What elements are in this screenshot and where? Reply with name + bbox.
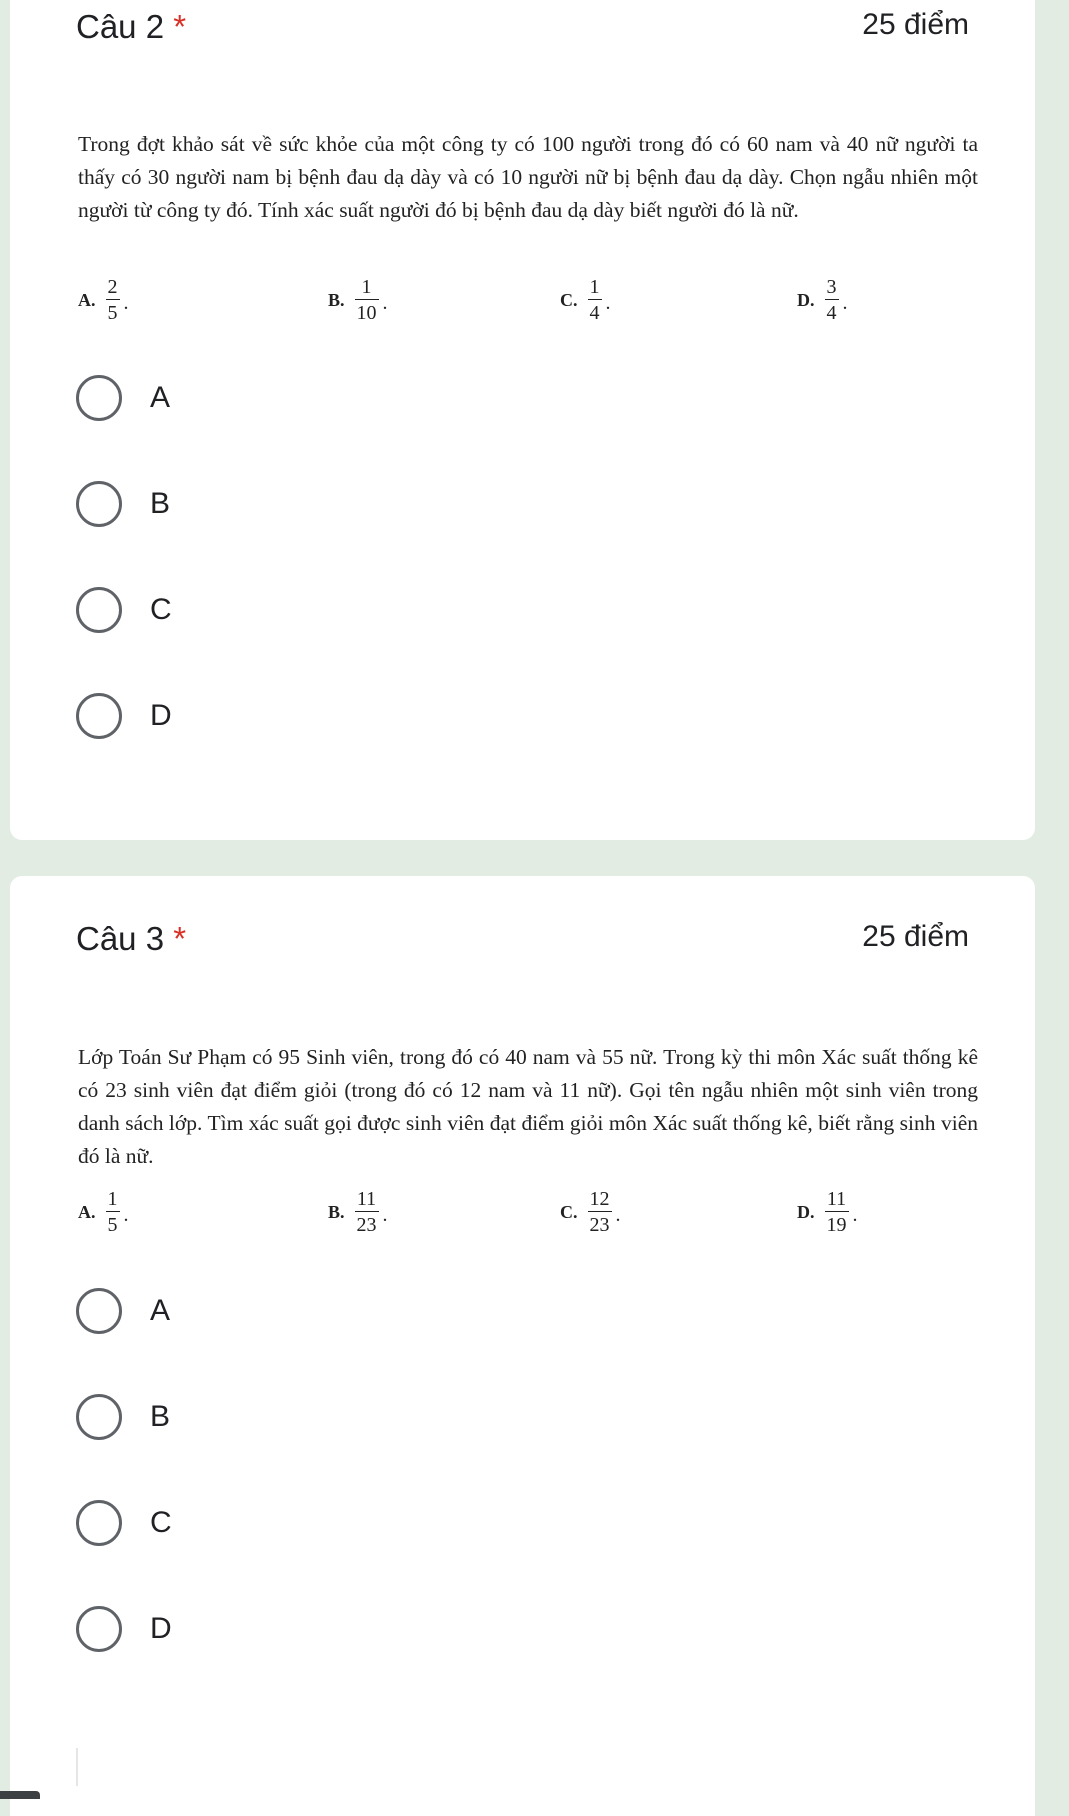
option-label: C xyxy=(150,1506,172,1539)
fraction: $\frac{1}{10}$ xyxy=(356,275,377,324)
fraction: $\frac{3}{4}$ xyxy=(826,275,837,324)
fraction: $\frac{2}{5}$ xyxy=(107,275,118,324)
radio-button[interactable] xyxy=(76,1606,122,1652)
option-label: C xyxy=(150,593,172,626)
fraction: $\frac{1}{5}$ xyxy=(107,1187,118,1236)
answer-choice-d: D. $\frac{11}{19}$ . xyxy=(797,1187,858,1236)
radio-option-c[interactable] xyxy=(76,582,172,638)
fraction: $\frac{12}{23}$ xyxy=(589,1187,610,1236)
option-label: A xyxy=(150,381,171,414)
question-header xyxy=(76,920,969,960)
option-label: B xyxy=(150,1400,171,1433)
radio-option-c[interactable] xyxy=(76,1495,172,1551)
option-label: A xyxy=(150,1294,171,1327)
question-points: 25 điểm xyxy=(862,920,969,953)
bottom-toolbar-edge xyxy=(0,1791,40,1799)
divider xyxy=(76,1748,78,1786)
radio-option-d[interactable] xyxy=(76,688,172,744)
question-card-3 xyxy=(10,876,1035,1816)
answer-choice-a: A. $\frac{1}{5}$ . xyxy=(78,1187,129,1236)
radio-button[interactable] xyxy=(76,693,122,739)
answer-choice-d: D. $\frac{3}{4}$ . xyxy=(797,275,848,324)
radio-option-a[interactable] xyxy=(76,1283,170,1339)
fraction: $\frac{1}{4}$ xyxy=(589,275,600,324)
question-title: Câu 2 * xyxy=(76,8,187,45)
answer-choice-c: C. $\frac{12}{23}$ . xyxy=(560,1187,621,1236)
question-title: Câu 3 * xyxy=(76,920,187,957)
required-asterisk: * xyxy=(173,920,187,957)
radio-button[interactable] xyxy=(76,587,122,633)
option-label: D xyxy=(150,699,172,732)
radio-button[interactable] xyxy=(76,1394,122,1440)
radio-button[interactable] xyxy=(76,375,122,421)
answer-choice-b: B. $\frac{1}{10}$ . xyxy=(328,275,388,324)
option-label: D xyxy=(150,1612,172,1645)
radio-button[interactable] xyxy=(76,1288,122,1334)
required-asterisk: * xyxy=(173,8,187,45)
radio-button[interactable] xyxy=(76,481,122,527)
answer-choice-c: C. $\frac{1}{4}$ . xyxy=(560,275,611,324)
question-points: 25 điểm xyxy=(862,8,969,41)
radio-option-b[interactable] xyxy=(76,476,170,532)
radio-option-d[interactable] xyxy=(76,1601,172,1657)
radio-option-b[interactable] xyxy=(76,1389,170,1445)
radio-option-a[interactable] xyxy=(76,370,170,426)
problem-text: Trong đợt khảo sát về sức khỏe của một công ty có 100 người trong đó có 60 nam và 40 nữ người ta thấy có 30 người nam bị bệnh đau dạ dày và có 10 người nữ bị bệnh đau dạ dày. Chọn ngẫu nhiên một người từ công ty đó. Tính xác suất người đó bị bệnh đau dạ dày biết người đó là nữ. xyxy=(78,132,978,222)
option-label: B xyxy=(150,487,171,520)
question-card-2 xyxy=(10,0,1035,840)
answer-choice-a: A. $\frac{2}{5}$ . xyxy=(78,275,129,324)
answer-choice-b: B. $\frac{11}{23}$ . xyxy=(328,1187,388,1236)
answer-choices xyxy=(78,270,978,330)
fraction: $\frac{11}{19}$ xyxy=(826,1187,847,1236)
fraction: $\frac{11}{23}$ xyxy=(356,1187,377,1236)
question-header xyxy=(76,8,969,48)
radio-button[interactable] xyxy=(76,1500,122,1546)
answer-choices xyxy=(78,1182,978,1242)
problem-text: Lớp Toán Sư Phạm có 95 Sinh viên, trong đó có 40 nam và 55 nữ. Trong kỳ thi môn Xác suất thống kê có 23 sinh viên đạt điểm giỏi (trong đó có 12 nam và 11 nữ). Gọi tên ngẫu nhiên một sinh viên trong danh sách lớp. Tìm xác suất gọi được sinh viên đạt điểm giỏi môn Xác suất thống kê, biết rằng sinh viên đó là nữ. xyxy=(78,1045,978,1168)
